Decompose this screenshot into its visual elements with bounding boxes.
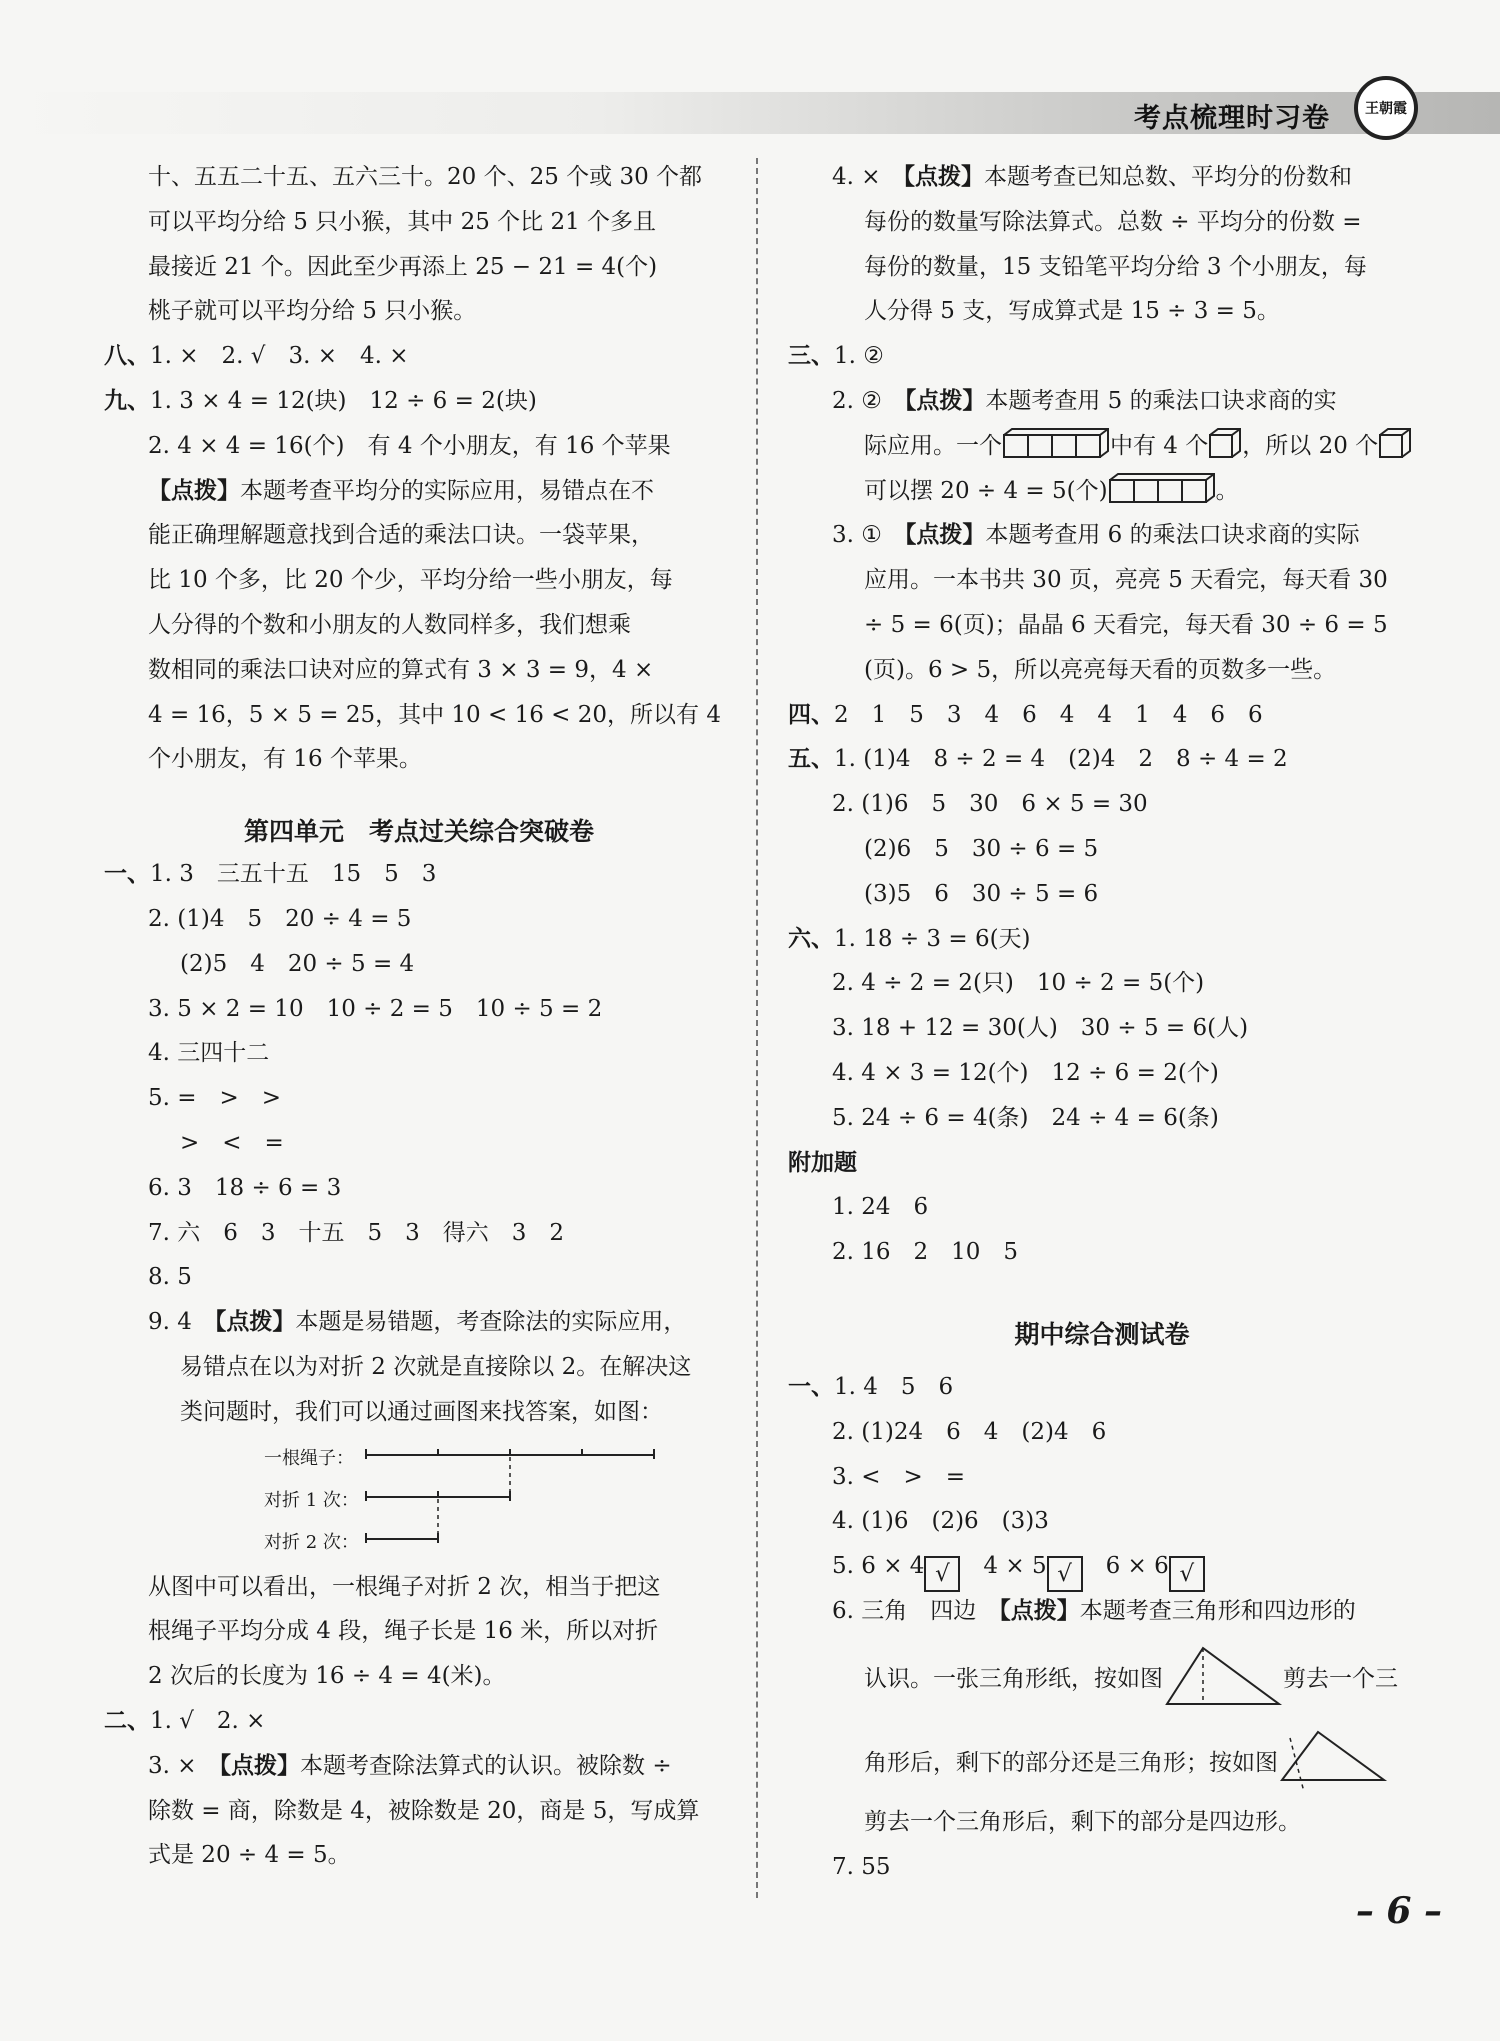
- section-3: [788, 334, 1416, 379]
- answer-line: 6. 3 18 ÷ 6 = 3: [148, 1174, 342, 1201]
- publisher-logo: [1354, 76, 1418, 140]
- intro-line: 最接近 21 个。因此至少再添上 25 − 21 = 4(个): [148, 253, 658, 280]
- left-column: [104, 155, 734, 1878]
- section-5: [788, 737, 1416, 782]
- section-9-q1: [104, 379, 734, 424]
- answer-line: 2. 4 ÷ 2 = 2(只) 10 ÷ 2 = 5(个): [832, 970, 1205, 997]
- answer-text: 4. ×: [832, 164, 881, 190]
- tip-line: 人分得的个数和小朋友的人数同样多，我们想乘: [148, 611, 631, 638]
- tip-line: 除数 = 商，除数是 4，被除数是 20，商是 5，写成算: [148, 1797, 700, 1824]
- checkbox-checked: √: [1169, 1556, 1205, 1592]
- tip-text: 本题考查平均分的实际应用，易错点在不: [240, 477, 654, 504]
- tip-line: ÷ 5 = 6(页)；晶晶 6 天看完，每天看 30 ÷ 6 = 5: [864, 611, 1388, 638]
- answer-text: 6 × 6: [1105, 1553, 1169, 1580]
- answer-line: [788, 155, 1416, 200]
- tip-text: 。: [1215, 477, 1239, 504]
- tip-text: 本题考查用 5 的乘法口诀求商的实: [985, 387, 1337, 414]
- tip-label: 【点拨】: [903, 164, 985, 190]
- four-cube-icon: [1108, 472, 1216, 504]
- tip-text: 认识。一张三角形纸，按如图: [864, 1665, 1163, 1692]
- answer-line: 2. (1)6 5 30 6 × 5 = 30: [832, 791, 1148, 818]
- column-divider: [756, 158, 758, 1898]
- tip-label: 【点拨】: [214, 1309, 296, 1336]
- answer-line: (3)5 6 30 ÷ 5 = 6: [864, 880, 1099, 907]
- answer-line: 4. 三四十二: [148, 1040, 270, 1067]
- tip-text: 中有 4 个: [1110, 432, 1209, 459]
- answer-line: 2. 16 2 10 5: [832, 1239, 1019, 1266]
- answer-text: 4 × 5: [983, 1553, 1047, 1580]
- answer-line: 3. 18 + 12 = 30(人) 30 ÷ 5 = 6(人): [832, 1015, 1249, 1042]
- tip-line: [788, 424, 1416, 469]
- section-9-q2: 2. 4 × 4 = 16(个) 有 4 个小朋友，有 16 个苹果: [148, 432, 671, 459]
- tip-label: 【点拨】: [999, 1597, 1080, 1624]
- answer-text: 3. ①: [832, 522, 882, 549]
- checkbox-checked: √: [1047, 1556, 1083, 1592]
- tip-line: 类问题时，我们可以通过画图来找答案，如图：: [180, 1398, 663, 1425]
- tip-line: 每份的数量写除法算式。总数 ÷ 平均分的份数 =: [864, 208, 1362, 235]
- answer-line: 7. 55: [832, 1853, 891, 1880]
- tip-line: 剪去一个三角形后，剩下的部分是四边形。: [864, 1808, 1301, 1835]
- header-title: 考点梳理时习卷: [1134, 103, 1330, 134]
- answer-line: [788, 1589, 1416, 1634]
- section-8: [104, 334, 734, 379]
- page-number: – 6 –: [1355, 1890, 1442, 1932]
- explain-line: 根绳子平均分成 4 段，绳子长是 16 米，所以对折: [148, 1618, 659, 1645]
- checkbox-checked: √: [924, 1556, 960, 1592]
- answer-line: 5. 24 ÷ 6 = 4(条) 24 ÷ 4 = 6(条): [832, 1104, 1219, 1131]
- section-label: 四、: [788, 701, 834, 728]
- intro-line: 十、五五二十五、五六三十。20 个、25 个或 30 个都: [148, 164, 703, 190]
- intro-line: 桃子就可以平均分给 5 只小猴。: [148, 298, 477, 325]
- answer-text: 6. 三角 四边: [832, 1597, 977, 1624]
- answer-text: 1. √ 2. ×: [150, 1707, 266, 1734]
- section-4: [788, 693, 1416, 738]
- answer-line: 8. 5: [148, 1264, 192, 1291]
- bonus-label: 附加题: [788, 1149, 857, 1176]
- answer-line: 2. (1)24 6 4 (2)4 6: [832, 1418, 1107, 1445]
- answer-line: 5. = > >: [148, 1085, 282, 1112]
- answer-line: 4. 4 × 3 = 12(个) 12 ÷ 6 = 2(个): [832, 1059, 1219, 1086]
- answer-line: [788, 1544, 1416, 1589]
- section-label: 八、: [104, 343, 150, 370]
- tip-line: 比 10 个多，比 20 个少，平均分给一些小朋友，每: [148, 567, 673, 594]
- answer-text: 1. (1)4 8 ÷ 2 = 4 (2)4 2 8 ÷ 4 = 2: [834, 746, 1288, 773]
- triangle-cut-diagram: [1163, 1644, 1283, 1708]
- tip-line: [788, 1724, 1416, 1800]
- answer-text: 1. 4 5 6: [834, 1373, 954, 1400]
- answer-line: 3. < > =: [832, 1463, 966, 1490]
- tip-line: 数相同的乘法口诀对应的算式有 3 × 3 = 9，4 ×: [148, 656, 654, 683]
- tip-text: 本题考查已知总数、平均分的份数和: [984, 164, 1353, 190]
- answer-line: (2)6 5 30 ÷ 6 = 5: [864, 835, 1099, 862]
- midterm-q1: [788, 1365, 1416, 1410]
- section-label: 九、: [104, 387, 150, 414]
- explain-line: 从图中可以看出，一根绳子对折 2 次，相当于把这: [148, 1573, 661, 1600]
- tip-text: ，所以 20 个: [1242, 432, 1379, 459]
- answer-line: 3. 5 × 2 = 10 10 ÷ 2 = 5 10 ÷ 5 = 2: [148, 995, 603, 1022]
- answer-text: 1. 3 三五十五 15 5 3: [150, 861, 437, 888]
- tip-label: 【点拨】: [904, 522, 986, 549]
- section-label: 六、: [788, 925, 834, 952]
- intro-line: 可以平均分给 5 只小猴，其中 25 个比 21 个多且: [148, 208, 657, 235]
- answer-line: 7. 六 6 3 十五 5 3 得六 3 2: [148, 1219, 565, 1246]
- section-label: 五、: [788, 746, 834, 773]
- logo-text: 王朝霞: [1365, 101, 1407, 117]
- section-label: 一、: [104, 861, 150, 888]
- tip-line: 应用。一本书共 30 页，亮亮 5 天看完，每天看 30: [864, 567, 1388, 594]
- triangle-cut-diagram: [1278, 1724, 1388, 1794]
- rope-label: 一根绳子：: [264, 1447, 354, 1469]
- unit4-section-2: [104, 1699, 734, 1744]
- cube-icon: [1378, 427, 1412, 459]
- answer-line: [788, 513, 1416, 558]
- answer-text: 1. ②: [834, 343, 884, 370]
- tip-text: 本题考查用 6 的乘法口诀求商的实际: [985, 522, 1360, 549]
- cube-icon: [1208, 427, 1242, 459]
- tip-label: 【点拨】: [904, 387, 986, 414]
- tip-label: 【点拨】: [219, 1752, 301, 1779]
- tip-line: 个小朋友，有 16 个苹果。: [148, 746, 422, 773]
- answer-line: > < =: [180, 1129, 284, 1156]
- answer-text: 5. 6 × 4: [832, 1553, 925, 1580]
- rope-lines: [254, 1435, 674, 1565]
- section-8-answers: 1. × 2. √ 3. × 4. ×: [150, 343, 409, 370]
- tip-text: 角形后，剩下的部分还是三角形；按如图: [864, 1749, 1278, 1776]
- right-column: [788, 155, 1416, 1889]
- tip-text: 可以摆 20 ÷ 4 = 5(个): [864, 477, 1108, 504]
- tip-text: 本题是易错题，考查除法的实际应用，: [295, 1309, 687, 1336]
- tip-text: 际应用。一个: [864, 432, 1002, 459]
- tip-line: 4 = 16，5 × 5 = 25，其中 10 < 16 < 20，所以有 4: [148, 701, 721, 728]
- answer-line: 4. (1)6 (2)6 (3)3: [832, 1508, 1049, 1535]
- answer-line: 2. (1)4 5 20 ÷ 4 = 5: [148, 905, 412, 932]
- answer-line: (2)5 4 20 ÷ 5 = 4: [180, 950, 415, 977]
- four-cube-icon: [1002, 427, 1110, 459]
- answer-line: [788, 379, 1416, 424]
- midterm-title: 期中综合测试卷: [1014, 1319, 1190, 1349]
- tip-line: [788, 469, 1416, 514]
- answer-text: 2. ②: [832, 387, 882, 414]
- section-label: 一、: [788, 1373, 834, 1400]
- answer-line: [104, 1300, 734, 1345]
- tip-text: 剪去一个三: [1283, 1665, 1398, 1692]
- answer-text: 1. 3 × 4 = 12(块) 12 ÷ 6 = 2(块): [150, 387, 537, 414]
- tip-text: 本题考查三角形和四边形的: [1079, 1597, 1356, 1624]
- rope-label: 对折 2 次：: [264, 1531, 359, 1553]
- tip-text: 本题考查除法算式的认识。被除数 ÷: [300, 1752, 672, 1779]
- section-label: 二、: [104, 1707, 150, 1734]
- rope-label: 对折 1 次：: [264, 1489, 359, 1511]
- explain-line: 2 次后的长度为 16 ÷ 4 = 4(米)。: [148, 1663, 506, 1690]
- section-label: 三、: [788, 343, 834, 370]
- tip-line: 人分得 5 支，写成算式是 15 ÷ 3 = 5。: [864, 298, 1280, 325]
- tip-line: 式是 20 ÷ 4 = 5。: [148, 1842, 351, 1869]
- rope-diagram: [104, 1435, 734, 1565]
- tip-line: [104, 469, 734, 514]
- answer-text: 3. ×: [148, 1752, 197, 1779]
- unit4-title: 第四单元 考点过关综合突破卷: [243, 817, 594, 847]
- answer-text: 1. 18 ÷ 3 = 6(天): [834, 925, 1031, 952]
- tip-line: [788, 1634, 1416, 1724]
- unit4-q1: [104, 852, 734, 897]
- tip-line: 能正确理解题意找到合适的乘法口诀。一袋苹果，: [148, 522, 654, 549]
- answer-line: 1. 24 6: [832, 1194, 929, 1221]
- answer-line: [104, 1744, 734, 1789]
- tip-line: 每份的数量，15 支铅笔平均分给 3 个小朋友，每: [864, 253, 1367, 280]
- tip-line: (页)。6 > 5，所以亮亮每天看的页数多一些。: [864, 656, 1337, 683]
- tip-label: 【点拨】: [148, 477, 240, 504]
- section-6: [788, 917, 1416, 962]
- tip-line: 易错点在以为对折 2 次就是直接除以 2。在解决这: [180, 1353, 692, 1380]
- answer-text: 9. 4: [148, 1309, 192, 1336]
- answer-text: 2 1 5 3 4 6 4 4 1 4 6 6: [834, 701, 1263, 728]
